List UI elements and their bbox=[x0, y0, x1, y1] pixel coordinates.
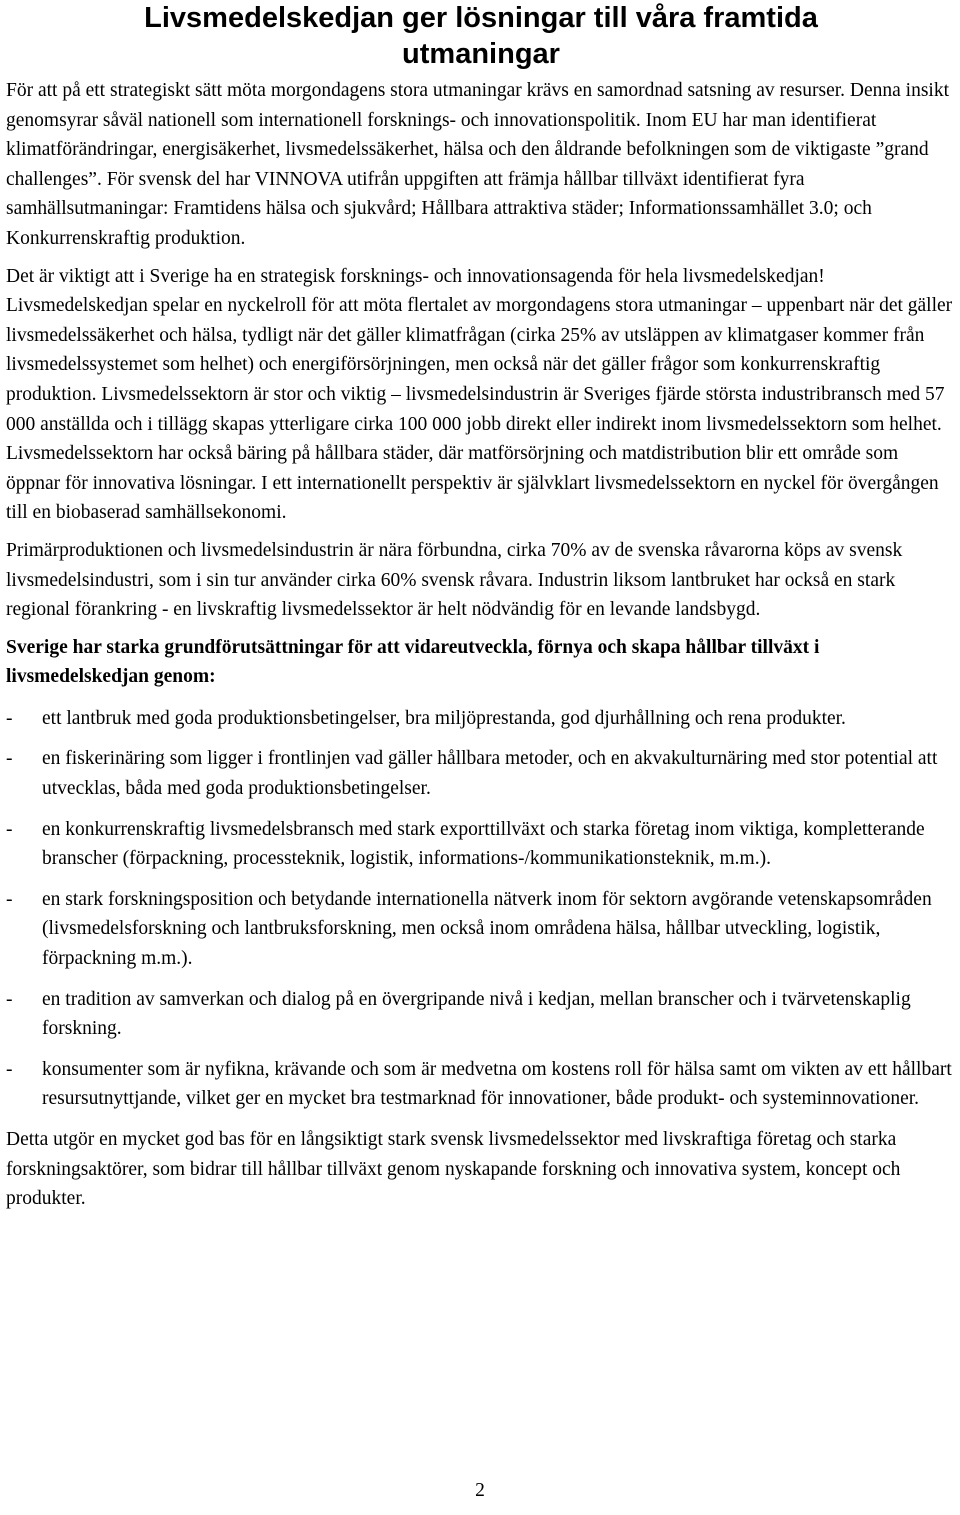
page-number: 2 bbox=[475, 1480, 485, 1501]
list-dash: - bbox=[6, 1058, 13, 1080]
strengths-list bbox=[6, 704, 956, 1114]
paragraph-agenda: Det är viktigt att i Sverige ha en strategisk forsknings- och innovationsagenda för hela livsmedelskedjan! Livsmedelskedjan spelar en nyckelroll för att möta flertalet av morgondagens stora utmaningar – uppenbart när det gäller livsmedelssäkerhet och hälsa, tydligt när det gäller klimatfrågan (cirka 25% av utsläppen av klimatgaser kommer från livsmedelssystemet som helhet) och energiförsörjningen, men också när det gäller frågor som konkurrenskraftig produktion. Livsmedelssektorn är stor och viktig – livsmedelsindustrin är Sveriges fjärde största industribransch med 57 000 anställda och i tillägg skapas ytterligare cirka 100 000 jobb direkt eller indirekt inom livsmedelssektorn som helhet. Livsmedelssektorn har också bäring på hållbara städer, där matförsörjning och matdistribution blir ett område som öppnar för innovativa lösningar. I ett internationellt perspektiv är självklart livsmedelssektorn en nyckel för övergången till en biobaserad samhällsekonomi. bbox=[6, 265, 953, 524]
list-dash: - bbox=[6, 888, 13, 910]
list-dash: - bbox=[6, 988, 13, 1010]
list-item-text: en stark forskningsposition och betydande internationella nätverk inom för sektorn avgörande vetenskapsområden (livsmedelsforskning och lantbruksforskning, men också inom områdena hälsa, hållbar utveckling, logistik, förpackning m.m.). bbox=[42, 888, 932, 970]
paragraph-intro: För att på ett strategiskt sätt möta morgondagens stora utmaningar krävs en samordnad satsning av resurser. Denna insikt genomsyrar såväl nationell som internationell forsknings- och innovationspolitik. Inom EU har man identifierat klimatförändringar, energisäkerhet, livsmedelssäkerhet, hälsa och den åldrande befolkningen som de viktigaste ”grand challenges”. För svensk del har VINNOVA utifrån uppgiften att främja hållbar tillväxt identifierat fyra samhällsutmaningar: Framtidens hälsa och sjukvård; Hållbara attraktiva städer; Informationssamhället 3.0; och Konkurrenskraftig produktion. bbox=[6, 80, 950, 249]
paragraph-primary-production: Primärproduktionen och livsmedelsindustrin är nära förbundna, cirka 70% av de svenska råvarorna köps av svensk livsmedelsindustri, som i sin tur använder cirka 60% svensk råvara. Industrin liksom lantbruket har också en stark regional förankring - en livskraftig livsmedelssektor är helt nödvändig för en levande landsbygd. bbox=[6, 539, 903, 621]
list-item-text: konsumenter som är nyfikna, krävande och som är medvetna om kostens roll för hälsa samt om vikten av ett hållbart resursutnyttjande, vilket ger en mycket bra testmarknad för innovationer, både produkt- och systeminnovationer. bbox=[42, 1058, 952, 1110]
list-item bbox=[6, 744, 956, 803]
list-item-text: en tradition av samverkan och dialog på en övergripande nivå i kedjan, mellan branscher och i tvärvetenskaplig forskning. bbox=[42, 988, 911, 1040]
list-item-text: en fiskerinäring som ligger i frontlinjen vad gäller hållbara metoder, och en akvakulturnäring med stor potential att utvecklas, båda med goda produktionsbetingelser. bbox=[42, 748, 938, 800]
list-item bbox=[6, 885, 956, 974]
list-item bbox=[6, 985, 956, 1044]
document-page bbox=[6, 0, 956, 1222]
list-dash: - bbox=[6, 818, 13, 840]
paragraph-closing: Detta utgör en mycket god bas för en långsiktigt stark svensk livsmedelssektor med livskraftiga företag och starka forskningsaktörer, som bidrar till hållbar tillväxt genom nyskapande forskning och innovativa system, koncept och produkter. bbox=[6, 1129, 901, 1210]
list-item bbox=[6, 704, 956, 734]
list-heading: Sverige har starka grundförutsättningar för att vidareutveckla, förnya och skapa hållbar tillväxt i livsmedelskedjan genom: bbox=[6, 636, 820, 688]
list-item-text: en konkurrenskraftig livsmedelsbransch med stark exporttillväxt och starka företag inom viktiga, kompletterande branscher (förpackning, processteknik, logistik, informations-/kommunikationsteknik, m.m.). bbox=[42, 818, 925, 870]
list-item bbox=[6, 1055, 956, 1114]
page-title: Livsmedelskedjan ger lösningar till våra framtida utmaningar bbox=[144, 2, 818, 70]
list-item bbox=[6, 815, 956, 874]
list-dash: - bbox=[6, 748, 13, 770]
list-item-text: ett lantbruk med goda produktionsbetingelser, bra miljöprestanda, god djurhållning och rena produkter. bbox=[42, 707, 846, 729]
list-dash: - bbox=[6, 707, 13, 729]
